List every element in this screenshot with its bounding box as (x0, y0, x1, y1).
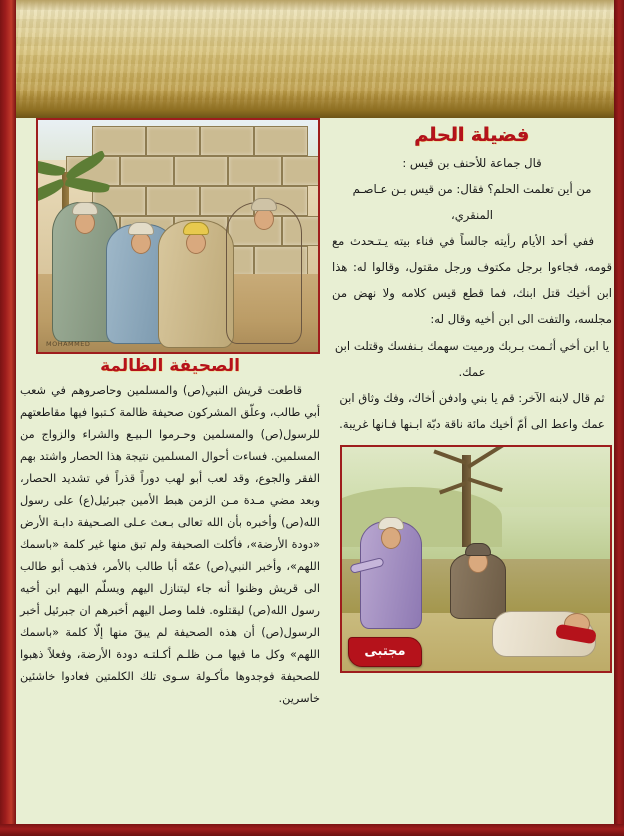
image-credit: MOHAMMED (46, 340, 91, 348)
paragraph: ثم قال لابنه الآخر: قم يا بني وادفن أخاك، وفك وثاق ابن عمك واعط الى أمّ أخيك مائة ناقة دبّة ابـنها فـانها غريبة. (339, 390, 605, 431)
tree-trunk-icon (462, 455, 471, 547)
article-column-hilm (332, 118, 612, 673)
paragraph: يا ابن أخي أثـمت بـربك ورميت سهمك بـنفسك وقتلت ابن عمك. (334, 338, 610, 379)
illustration-bedouin (342, 447, 610, 671)
paragraph: ففي أحد الأيام رأيته جالساً في فناء بيته يـتـحدث مع قومه، فجاءوا برجل مكتوف ورجل مقتول، وقالوا له: هذا ابن أخيك قتل ابنك، فما قطع قيس كلامه ولا نهض من مجلسه، والتفت الى ابن أخيه وقال له: (332, 234, 612, 327)
page-frame-left (0, 0, 16, 836)
stone-wall-scene-image (36, 118, 320, 354)
page-title: فضيلة الحلم (414, 124, 530, 146)
paragraph: قاطعت قريش النبي(ص) والمسلمين وحاصروهم في شعب أبي طالب، وعلّق المشركون صحيفة ظالمة كـتبوا فيها مقاطعتهم للرسول(ص) والمسلمين وحـرموا الـبيـع والشراء والزواج من المسلمين. فساءت أحوال المسلمين نتيجة هذا الحصار واشتد بهم الفقر والجوع، وقد لعب أبو لهب دوراً قذراً في تشديد الحصار، وبعد مضي مـدة مـن الزمن هبط الأمين جبرئيل(ع) على رسول الله(ص) وأخبره بأن الله تعالى بـعث عـلى الصـحيفة دابـة الأرض «دودة الأرضة»، فأكلت الصحيفة ولم تبق منها غير كلمة «باسمك اللهم»، وأخبر النبي(ص) عمّه أبا طالب بالأمر، فذهب أبو طالب الى قريش وظنوا أنه جاء ليتنازل اليهم ويسلّم اليهم ابن أخيه رسول الله(ص) ليقتلوه. فلما وصل اليهم أخبرهم ان جبرئيل أخبر الرسول(ص) أن هذه الصحيفة لم يبقَ منها إلّا كلمة «باسمك اللهم» وكل ما فيها مـن ظلـم أكـلتـه دودة الأرضة، وفعلاً ذهبوا للصحيفة فوجدوها مأكـولة سـوى تلك الكلمتين فعادوا خاشئين خاسرين. (20, 384, 320, 706)
magazine-logo-badge: مجتبى (348, 637, 422, 667)
page-frame-bottom (0, 824, 624, 836)
page-top-banner (0, 0, 624, 118)
article-body-hilm (332, 150, 612, 437)
illustration-wall (38, 120, 318, 352)
man-figure-brown-robe (226, 202, 302, 344)
page-frame-right (614, 0, 624, 836)
article-column-saheefa (20, 118, 320, 711)
banner-top-edge (0, 0, 624, 10)
paragraph: قال جماعة للأحنف بن قيس : (402, 156, 542, 170)
paragraph: من أين تعلمت الحلم؟ فقال: من قيس بـن عـاصـم المنقري، (352, 182, 592, 223)
standing-man-figure (360, 521, 422, 629)
bedouin-scene-image (340, 445, 612, 673)
page-content (16, 118, 614, 824)
seated-man-figure (450, 553, 506, 619)
image-caption: الصحيفة الظالمة (100, 356, 240, 376)
article-body-saheefa (20, 380, 320, 710)
man-figure-tan-robe (158, 220, 234, 348)
fallen-man-figure (492, 611, 596, 657)
